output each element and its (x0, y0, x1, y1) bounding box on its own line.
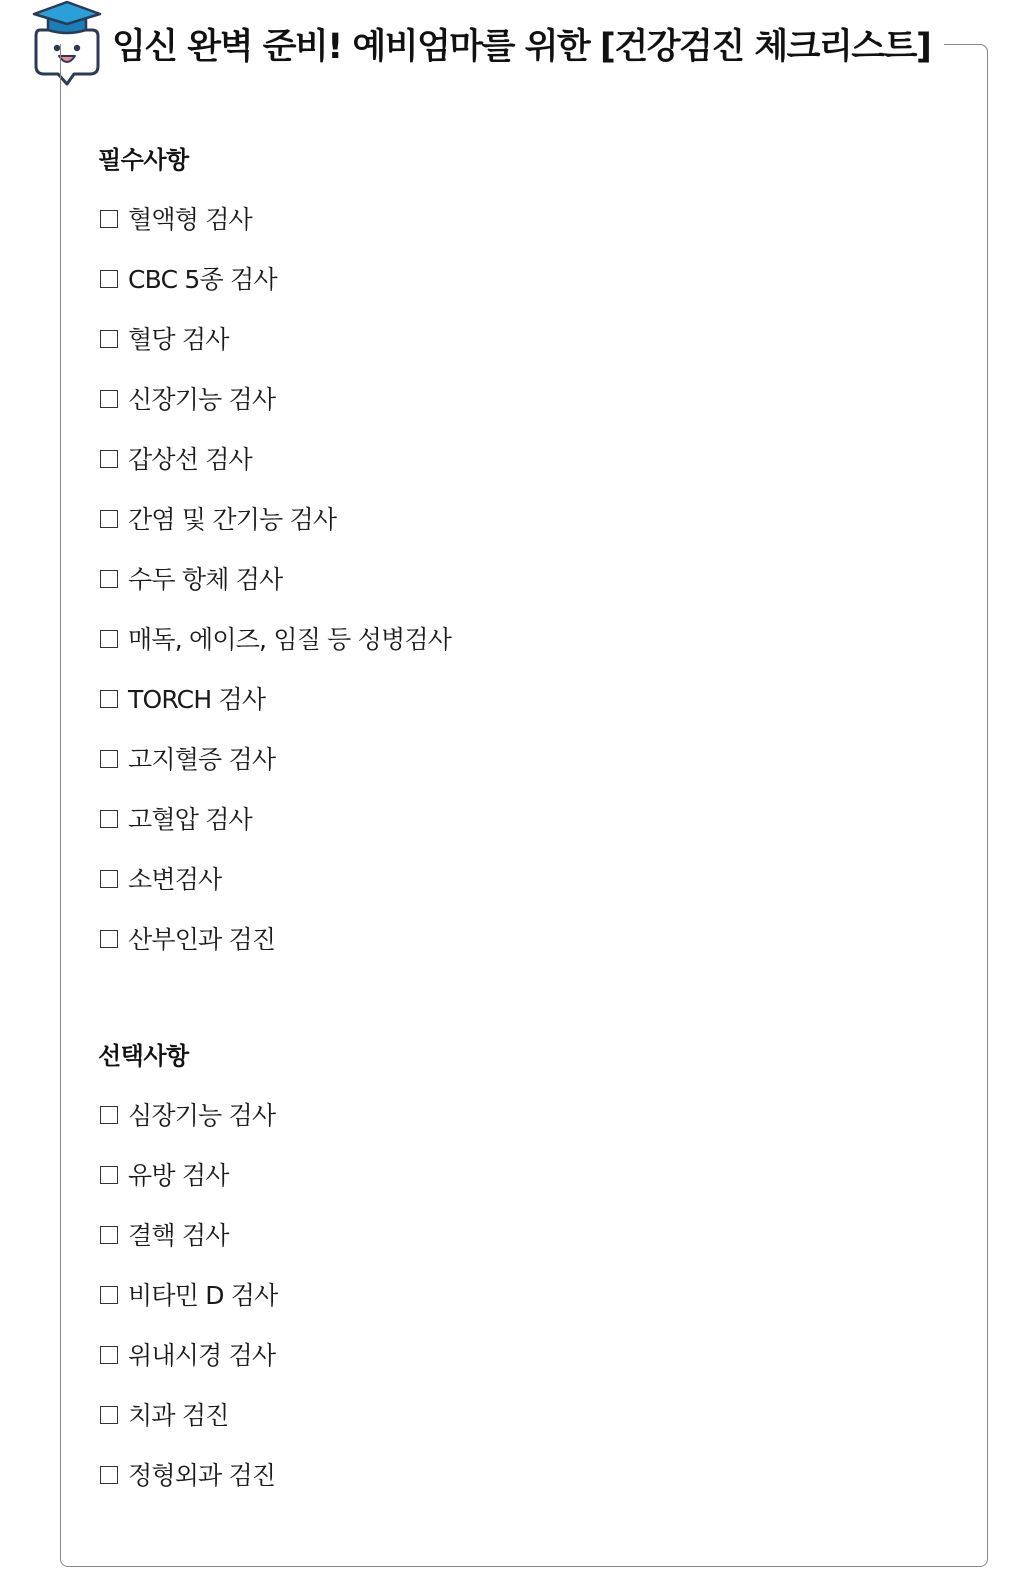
checkbox-icon[interactable] (100, 210, 118, 228)
checkbox-icon[interactable] (100, 1466, 118, 1484)
checklist-item-label: CBC 5종 검사 (128, 265, 277, 294)
checklist-item-label: 소변검사 (128, 865, 222, 894)
checklist-item[interactable] (100, 680, 265, 720)
frame-corner (944, 44, 988, 56)
checklist-item[interactable] (100, 200, 252, 240)
checkbox-icon[interactable] (100, 1406, 118, 1424)
checklist-item[interactable] (100, 740, 275, 780)
checkbox-icon[interactable] (100, 930, 118, 948)
checklist-item-label: 혈당 검사 (128, 325, 229, 354)
checklist-item[interactable] (100, 320, 229, 360)
checklist-item[interactable] (100, 1276, 278, 1316)
checklist-item[interactable] (100, 860, 221, 900)
checklist-item[interactable] (100, 1396, 229, 1436)
checklist-item[interactable] (100, 1096, 275, 1136)
checklist-item-label: 고혈압 검사 (128, 805, 252, 834)
checkbox-icon[interactable] (100, 690, 118, 708)
checkbox-icon[interactable] (100, 390, 118, 408)
checklist-item[interactable] (100, 1456, 275, 1496)
checklist-item-label: 비타민 D 검사 (128, 1281, 278, 1310)
checkbox-icon[interactable] (100, 330, 118, 348)
checklist-item[interactable] (100, 1156, 229, 1196)
checklist-item[interactable] (100, 1336, 275, 1376)
checklist-item-label: 위내시경 검사 (128, 1341, 276, 1370)
checkbox-icon[interactable] (100, 1346, 118, 1364)
checklist-item-label: 결핵 검사 (128, 1221, 229, 1250)
checkbox-icon[interactable] (100, 630, 118, 648)
checklist-item[interactable] (100, 560, 282, 600)
checklist-item-label: 정형외과 검진 (128, 1461, 276, 1490)
checklist-item[interactable] (100, 800, 252, 840)
section-title-required: 필수사항 (98, 146, 189, 174)
checklist-item[interactable] (100, 260, 277, 300)
checkbox-icon[interactable] (100, 570, 118, 588)
checklist-item[interactable] (100, 440, 252, 480)
checkbox-icon[interactable] (100, 450, 118, 468)
checkbox-icon[interactable] (100, 270, 118, 288)
checklist-item-label: 산부인과 검진 (128, 925, 276, 954)
checklist-item[interactable] (100, 920, 275, 960)
checkbox-icon[interactable] (100, 810, 118, 828)
checkbox-icon[interactable] (100, 750, 118, 768)
checklist-item-label: 매독, 에이즈, 임질 등 성병검사 (128, 625, 452, 654)
checkbox-icon[interactable] (100, 870, 118, 888)
checklist-item-label: 신장기능 검사 (128, 385, 276, 414)
checklist-item-label: 간염 및 간기능 검사 (128, 505, 337, 534)
checklist-item-label: 갑상선 검사 (128, 445, 252, 474)
checklist-item-label: TORCH 검사 (128, 685, 266, 714)
checkbox-icon[interactable] (100, 1226, 118, 1244)
checkbox-icon[interactable] (100, 1106, 118, 1124)
checklist-item[interactable] (100, 380, 275, 420)
checkbox-icon[interactable] (100, 510, 118, 528)
section-title-optional: 선택사항 (98, 1042, 189, 1070)
page-title: 임신 완벽 준비! 예비엄마를 위한 [건강검진 체크리스트] (112, 27, 931, 67)
checklist-item-label: 치과 검진 (128, 1401, 229, 1430)
checklist-item[interactable] (100, 1216, 229, 1256)
checklist-item-label: 수두 항체 검사 (128, 565, 283, 594)
checklist-item-label: 유방 검사 (128, 1161, 229, 1190)
checklist-item-label: 심장기능 검사 (128, 1101, 276, 1130)
checklist-item[interactable] (100, 500, 336, 540)
checkbox-icon[interactable] (100, 1286, 118, 1304)
checklist-item-label: 고지혈증 검사 (128, 745, 276, 774)
checklist-item[interactable] (100, 620, 451, 660)
checkbox-icon[interactable] (100, 1166, 118, 1184)
checklist-item-label: 혈액형 검사 (128, 205, 252, 234)
